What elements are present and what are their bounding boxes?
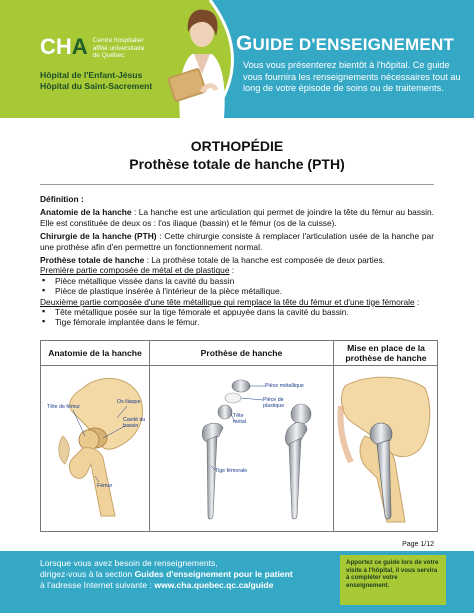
label-iliac-bone: Os iliaque bbox=[117, 399, 141, 405]
logo-letters: CH bbox=[40, 34, 72, 59]
prosthesis-placement-illustration bbox=[335, 366, 437, 530]
part1-list bbox=[40, 276, 434, 297]
prosthesis-paragraph: Prothèse totale de hanche : La prothèse totale de la hanche est composée de deux parties. bbox=[40, 255, 385, 266]
page-number: Page 1/12 bbox=[402, 541, 434, 548]
logo-tagline: Centre hospitalier affilié universitaire de Québec bbox=[92, 37, 145, 59]
document-title: ORTHOPÉDIE bbox=[190, 138, 284, 154]
table-header-anatomy: Anatomie de la hanche bbox=[48, 348, 142, 358]
part2-list bbox=[40, 307, 434, 328]
label-metal-head: Tête métal bbox=[233, 413, 246, 425]
footer-banner bbox=[0, 551, 474, 613]
definition-section bbox=[40, 194, 434, 328]
list-item: ▪ Pièce de plastique insérée à l'intérieur de la pièce métallique. bbox=[40, 286, 434, 296]
label-femoral-head: Tête de fémur bbox=[47, 404, 80, 410]
logo-accent: A bbox=[71, 34, 88, 59]
hip-prosthesis-illustration bbox=[151, 366, 332, 530]
header-banner bbox=[0, 0, 474, 118]
guide-subtitle: Vous vous présenterez bientôt à l'hôpital. Ce guide vous fournira les renseignements nécessaires tout au long de votre épisode de soins ou de traitements. bbox=[243, 60, 461, 93]
table-header-prosthesis: Prothèse de hanche bbox=[200, 348, 283, 358]
guide-url-link[interactable]: www.cha.quebec.qc.ca/guide bbox=[154, 580, 274, 591]
hip-anatomy-illustration bbox=[43, 366, 147, 530]
list-item: ▪ Pièce métallique vissée dans la cavité du bassin bbox=[40, 276, 434, 286]
label-plastic-piece: Pièce de plastique bbox=[263, 397, 285, 409]
anatomy-paragraph: Anatomie de la hanche : La hanche est une articulation qui permet de joindre la tête du fémur au bassin. Elle est constituée de deux os : l'os iliaque (bassin) et le fémur (os de la cuisse). bbox=[40, 207, 434, 228]
illustration-table bbox=[40, 340, 438, 532]
table-header-placement: Mise en place de la prothèse de hanche bbox=[345, 343, 427, 363]
definition-heading: Définition : bbox=[40, 194, 84, 204]
label-metal-piece: Pièce métallique bbox=[265, 383, 304, 389]
title-divider bbox=[40, 184, 434, 185]
nurse-illustration bbox=[150, 2, 250, 118]
document-subtitle: Prothèse totale de hanche (PTH) bbox=[129, 156, 345, 172]
hospital-names: Hôpital de l'Enfant-Jésus Hôpital du Saint-Sacrement bbox=[40, 70, 153, 91]
label-pelvic-cavity: Cavité du bassin bbox=[123, 417, 146, 429]
bring-guide-notice: Apportez ce guide lors de votre visite à l'hôpital, il vous servira à compléter votre enseignement. bbox=[340, 555, 446, 605]
label-femur: Fémur bbox=[97, 483, 113, 489]
list-item: ▪ Tête métallique posée sur la tige fémorale et appuyée dans la cavité du bassin. bbox=[40, 307, 434, 317]
cha-logo bbox=[40, 36, 145, 60]
label-femoral-stem: Tige fémorale bbox=[215, 468, 248, 474]
guide-section-name: Guides d'enseignement pour le patient bbox=[134, 569, 293, 580]
guide-title: GUIDE D'ENSEIGNEMENT bbox=[236, 32, 455, 55]
list-item: ▪ Tige fémorale implantée dans le fémur. bbox=[40, 317, 434, 327]
part1-heading: Première partie composée de métal et de plastique : bbox=[40, 265, 235, 276]
part2-heading: Deuxième partie composée d'une tête métallique qui remplace la tête du fémur et d'une tige fémorale : bbox=[40, 296, 420, 307]
footer-info: Lorsque vous avez besoin de renseignements, dirigez-vous à la section Guides d'enseignement pour le patient à l'adresse Internet suivante : www.cha.quebec.qc.ca/guide bbox=[40, 558, 293, 591]
surgery-paragraph: Chirurgie de la hanche (PTH) : Cette chirurgie consiste à remplacer l'articulation usée de la hanche par une prothèse afin d'en permettre un fonctionnement normal. bbox=[40, 231, 434, 252]
